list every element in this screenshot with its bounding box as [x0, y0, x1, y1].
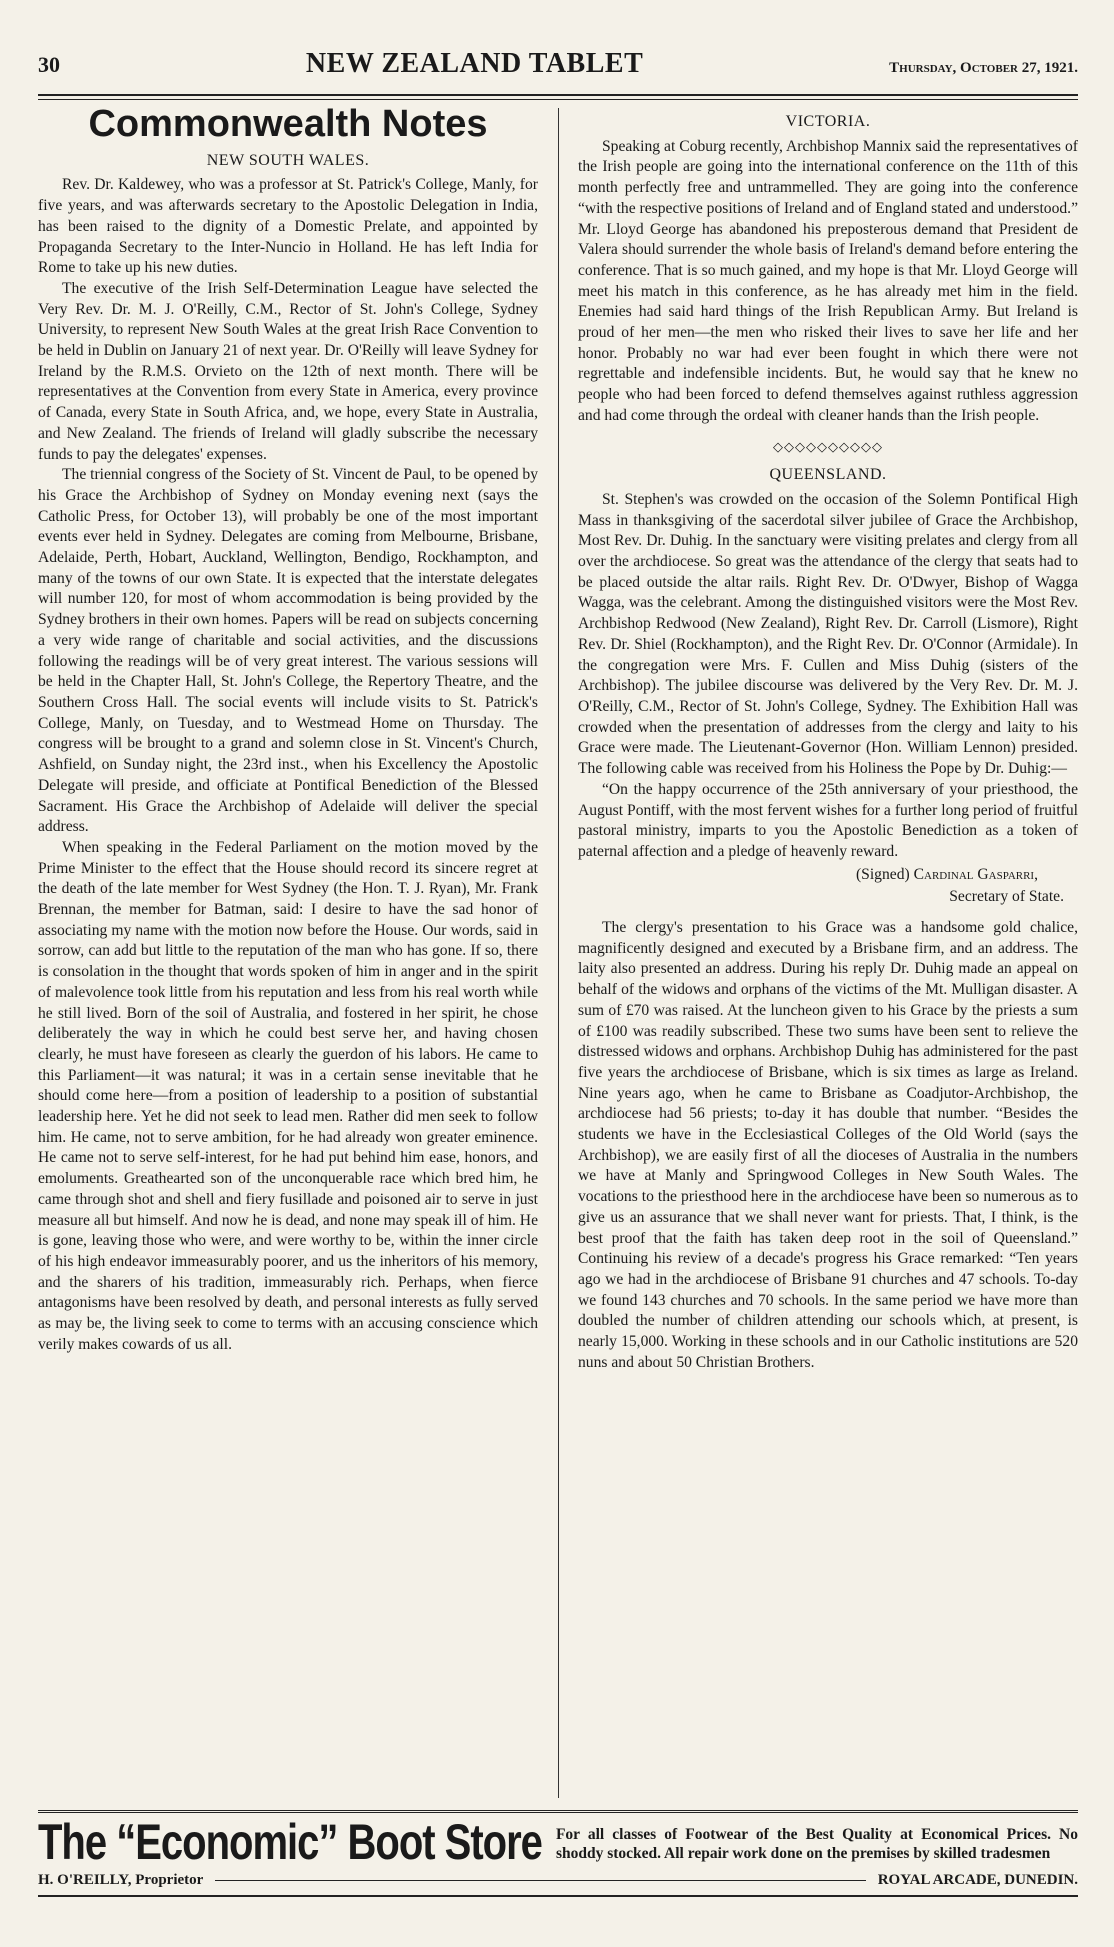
section-heading-queensland: QUEENSLAND.	[769, 466, 887, 484]
section-heading-nsw: NEW SOUTH WALES.	[206, 151, 370, 169]
paragraph-kaldewey: Rev. Dr. Kaldewey, who was a professor at St. Patrick's College, Manly, for five years, and was afterwards secretary to the Apostolic Delegation in India, has been raised to the dignity of a Domestic Prelate, and appointed by Propaganda Secretary to the Inter-Nuncio in Holland. He has left India for Rome to take up his new duties.	[38, 176, 538, 277]
article-columns	[38, 108, 1078, 1798]
cable-signature	[578, 865, 1078, 886]
signature-prefix: (Signed)	[855, 865, 910, 883]
newspaper-title: NEW ZEALAND TABLET	[305, 48, 644, 79]
ornament-divider: ◇◇◇◇◇◇◇◇◇◇	[773, 438, 883, 454]
article-title: Commonwealth Notes	[88, 108, 488, 145]
signature-name: Cardinal Gasparri,	[913, 865, 1038, 883]
boot-store-advertisement	[38, 1810, 1078, 1897]
section-heading-victoria: VICTORIA.	[785, 113, 871, 130]
ad-footer-rule	[215, 1880, 865, 1881]
paragraph-cable: “On the happy occurrence of the 25th anniversary of your priesthood, the August Pontiff, with the most fervent wishes for a further long period of fruitful pastoral ministry, imparts to you the Apostolic Benediction as a token of paternal affection and a pledge of heavenly reward.	[578, 780, 1078, 860]
right-column	[578, 108, 1078, 1798]
ad-main-row	[38, 1815, 1078, 1871]
paragraph-jubilee: St. Stephen's was crowded on the occasion of the Solemn Pontifical High Mass in thanksgiving of the sacerdotal silver jubilee of Grace the Archbishop, Most Rev. Dr. Duhig. In the sanctuary were visiting prelates and clergy from all over the archdiocese. So great was the attendance of the clergy that seats had to be placed outside the altar rails. Right Rev. Dr. O'Dwyer, Bishop of Wagga Wagga, was the celebrant. Among the distinguished visitors were the Most Rev. Archbishop Redwood (New Zealand), Right Rev. Dr. Carroll (Lismore), Right Rev. Dr. Shiel (Rockhampton), and the Right Rev. Dr. O'Connor (Armidale). In the congregation were Mrs. F. Cullen and Miss Duhig (sisters of the Archbishop). The jubilee discourse was delivered by the Very Rev. Dr. M. J. O'Reilly, C.M., Rector of St. John's College, Sydney. The Exhibition Hall was crowded when the presentation of addresses from the clergy and laity to his Grace were made. The Lieutenant-Governor (Hon. William Lennon) presided. The following cable was received from his Holiness the Pope by Dr. Duhig:—	[578, 490, 1078, 778]
page-number: 30	[38, 52, 60, 77]
ad-footer	[38, 1872, 1078, 1889]
issue-date: Thursday, October 27, 1921.	[889, 60, 1078, 76]
left-column	[38, 108, 538, 1798]
ad-proprietor: H. O'REILLY, Proprietor	[38, 1872, 204, 1888]
ad-address: ROYAL ARCADE, DUNEDIN.	[877, 1872, 1078, 1888]
signature-title: Secretary of State.	[949, 888, 1064, 906]
paragraph-brennan-speech: When speaking in the Federal Parliament on the motion moved by the Prime Minister to the effect that the House should record its sincere regret at the death of the late member for West Sydney (the Hon. T. J. Ryan), Mr. Frank Brennan, the member for Batman, said: I desire to have the sad honor of associating my name with the motion now before the House. Our words, said in sorrow, can add but little to the reputation of the man who has gone. If so, there is consolation in the thought that words spoken of him in anger and in the spirit of malevolence took little from his reputation and less from his real worth while he still lived. Born of the soil of Australia, and fostered in her spirit, he chose deliberately the way in which he could best serve her, and having chosen clearly, he must have foreseen as clearly the guerdon of his labors. He came to this Parliament—it was natural; it was in a certain sense inevitable that he should come here—from a position of leadership to a position of substantial leadership here. Yet he did not seek to lead men. Rather did men seek to follow him. He came, not to serve ambition, for he had already won greater eminence. He came not to serve self-interest, for he had put behind him ease, honors, and emoluments. Greathearted son of the unconquerable race which bred him, he came through shot and shell and fiery fusillade and poisoned air to serve in just measure all but himself. And now he is dead, and none may speak ill of him. He is gone, leaving those who were, and were worthy to be, within the inner circle of his high endeavor immeasurably poorer, and us the inheritors of his memory, and the sharers of his tradition, immeasurably rich. Perhaps, when fierce antagonisms have been resolved by death, and personal interests as fully served as may be, the living seek to come to terms with an accusing conscience which verily makes cowards of us all.	[38, 838, 538, 1353]
ad-text: For all classes of Footwear of the Best Quality at Economical Prices. No shoddy stocked. All repair work done on the premises by skilled tradesmen	[555, 1825, 1078, 1862]
masthead	[38, 48, 1078, 96]
column-divider	[558, 108, 559, 1798]
newspaper-page	[38, 48, 1078, 1798]
header-rule	[38, 99, 1078, 100]
paragraph-mannix: Speaking at Coburg recently, Archbishop Mannix said the representatives of the Irish people are going into the international conference on the 11th of this month perfectly free and untrammelled. They are going into the conference “with the respective positions of Ireland and of England stated and understood.” Mr. Lloyd George has abandoned his preposterous demand that President de Valera should surrender the whole basis of Ireland's demand before entering the conference. That is so much gained, and my hope is that Mr. Lloyd George will meet his match in this conference, as he has already met him in the field. Enemies had said hard things of the Irish Republican Army. But Ireland is proud of her men—the men who risked their lives to save her life and her honor. Probably no war had ever been fought in which there were not regrettable and indefensible incidents. But, he would say that he knew no people who had been forced to defend themselves against ruthless aggression and had come through the ordeal with cleaner hands than the Irish people.	[578, 137, 1078, 424]
ad-shop-name: The “Economic” Boot Store	[38, 1815, 542, 1871]
paragraph-presentation: The clergy's presentation to his Grace was a handsome gold chalice, magnificently designed and executed by a Brisbane firm, and an address. The laity also presented an address. During his reply Dr. Duhig made an appeal on behalf of the widows and orphans of the victims of the Mt. Mulligan disaster. A sum of £70 was raised. At the luncheon given to his Grace by the priests a sum of £100 was readily subscribed. These two sums have been sent to relieve the distressed widows and orphans. Archbishop Duhig has administered for the past five years the archdiocese of Brisbane, which is six times as large as Ireland. Nine years ago, when he came to Brisbane as Coadjutor-Archbishop, the archdiocese had 56 priests; to-day it has double that number. “Besides the students we have in the Ecclesiastical Colleges of the Old World (says the Archbishop), we are easily first of all the dioceses of Australia in the numbers we have at Manly and Springwood Colleges in New South Wales. The vocations to the priesthood here in the archdiocese have been so numerous as to give us an assurance that we shall never want for priests. That, I think, is the best proof that the faith has taken deep root in the soil of Queensland.” Continuing his review of a decade's progress his Grace remarked: “Ten years ago we had in the archdiocese of Brisbane 91 churches and 47 schools. To-day we found 143 churches and 70 schools. In the same period we have more than doubled the number of children attending our schools which, at present, is nearly 15,000. Working in these schools and in our Catholic institutions are 520 nuns and about 50 Christian Brothers.	[578, 919, 1078, 1371]
paragraph-st-vincent: The triennial congress of the Society of St. Vincent de Paul, to be opened by his Grace the Archbishop of Sydney on Monday evening next (says the Catholic Press, for October 13), will probably be one of the most important events ever held in Sydney. Delegates are coming from Melbourne, Brisbane, Adelaide, Perth, Hobart, Auckland, Wellington, Bendigo, Rockhampton, and many of the towns of our own State. It is expected that the interstate delegates will number 120, for most of whom accommodation is being provided by the Sydney brothers in their own homes. Papers will be read on subjects concerning a very wide range of charitable and social activities, and the discussions following the readings will be of very great interest. The various sessions will be held in the Chapter Hall, St. John's College, the Repertory Theatre, and the Southern Cross Hall. The social events will include visits to St. Patrick's College, Manly, on Tuesday, and to Westmead Home on Thursday. The congress will be brought to a grand and solemn close in St. Vincent's Church, Ashfield, on Sunday night, the 23rd inst., when his Excellency the Apostolic Delegate will preside, and officiate at Pontifical Benediction of the Blessed Sacrament. His Grace the Archbishop of Adelaide will deliver the special address.	[38, 466, 538, 836]
paragraph-self-determination: The executive of the Irish Self-Determination League have selected the Very Rev. Dr. M. J. O'Reilly, C.M., Rector of St. John's College, Sydney University, to represent New South Wales at the great Irish Race Convention to be held in Dublin on January 21 of next year. Dr. O'Reilly will leave Sydney for Ireland by the R.M.S. Orvieto on the 12th of next month. There will be representatives at the Convention from every State in America, every province of Canada, every State in South Africa, and, we hope, every State in Australia, and New Zealand. The friends of Ireland will gladly subscribe the necessary funds to pay the delegates' expenses.	[38, 279, 538, 463]
